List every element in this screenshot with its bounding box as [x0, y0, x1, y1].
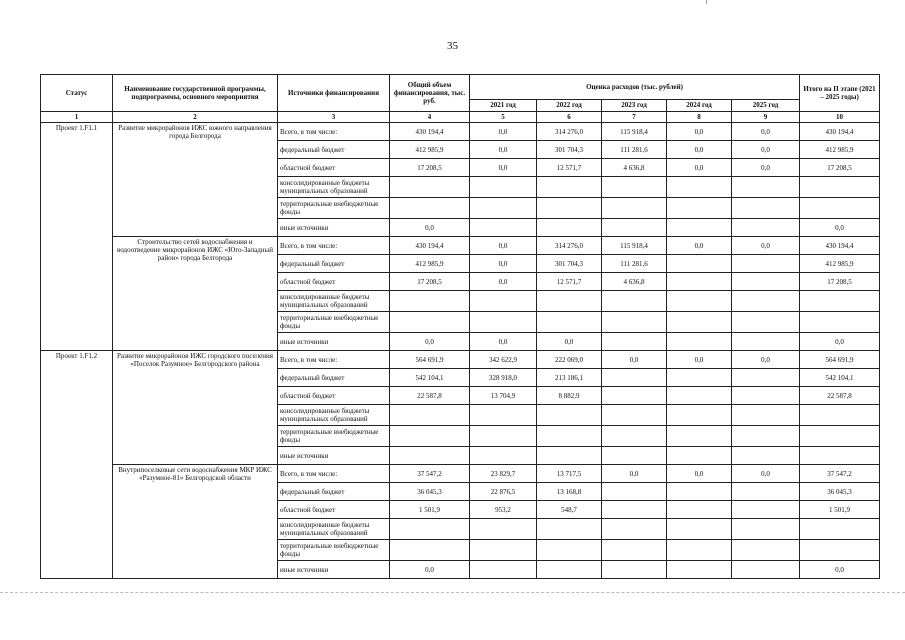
amount-cell: [602, 447, 667, 465]
amount-cell: [667, 447, 732, 465]
amount-cell: [602, 519, 667, 540]
amount-cell: 0,0: [390, 561, 470, 579]
amount-cell: 0,0: [602, 351, 667, 369]
header-stage-total: Итого на II этапе (2021 – 2025 годы): [800, 75, 880, 112]
column-index: 6: [537, 112, 602, 123]
amount-cell: 13 704,9: [470, 387, 537, 405]
amount-cell: [470, 447, 537, 465]
amount-cell: 0,0: [470, 123, 537, 141]
measure-name-cell: Развитие микрорайонов ИЖС городского поселения «Поселок Разумное» Белгородского района: [113, 351, 278, 465]
amount-cell: 13 168,8: [537, 483, 602, 501]
amount-cell: 13 717,5: [537, 465, 602, 483]
amount-cell: 0,0: [732, 159, 800, 177]
funding-source-cell: федеральный бюджет: [278, 483, 390, 501]
table-row: [41, 237, 880, 255]
amount-cell: 342 622,9: [470, 351, 537, 369]
amount-cell: [390, 405, 470, 426]
amount-cell: 0,0: [470, 237, 537, 255]
amount-cell: 0,0: [470, 273, 537, 291]
scan-mark: [706, 0, 707, 4]
amount-cell: [800, 519, 880, 540]
amount-cell: [602, 483, 667, 501]
amount-cell: [667, 426, 732, 447]
amount-cell: 564 691,9: [390, 351, 470, 369]
amount-cell: [732, 426, 800, 447]
column-index: 10: [800, 112, 880, 123]
amount-cell: 22 587,8: [390, 387, 470, 405]
amount-cell: [732, 312, 800, 333]
amount-cell: [667, 198, 732, 219]
funding-source-cell: Всего, в том числе:: [278, 351, 390, 369]
header-year: 2025 год: [732, 100, 800, 112]
amount-cell: [602, 177, 667, 198]
amount-cell: [800, 312, 880, 333]
funding-source-cell: иные источники: [278, 333, 390, 351]
amount-cell: 115 918,4: [602, 237, 667, 255]
amount-cell: 0,0: [667, 123, 732, 141]
amount-cell: [602, 561, 667, 579]
amount-cell: [732, 405, 800, 426]
funding-source-cell: областной бюджет: [278, 387, 390, 405]
amount-cell: 548,7: [537, 501, 602, 519]
amount-cell: 0,0: [470, 159, 537, 177]
amount-cell: [732, 177, 800, 198]
table-row: [41, 351, 880, 369]
amount-cell: 0,0: [537, 333, 602, 351]
amount-cell: [537, 447, 602, 465]
amount-cell: [732, 501, 800, 519]
amount-cell: 542 104,1: [800, 369, 880, 387]
table-row: [41, 123, 880, 141]
page-number: 35: [447, 40, 458, 52]
amount-cell: [537, 405, 602, 426]
amount-cell: [537, 291, 602, 312]
amount-cell: [667, 483, 732, 501]
column-index: 4: [390, 112, 470, 123]
amount-cell: [390, 177, 470, 198]
amount-cell: [602, 501, 667, 519]
funding-source-cell: территориальные внебюджетные фонды: [278, 198, 390, 219]
funding-source-cell: Всего, в том числе:: [278, 123, 390, 141]
funding-source-cell: федеральный бюджет: [278, 141, 390, 159]
funding-source-cell: областной бюджет: [278, 501, 390, 519]
amount-cell: [667, 387, 732, 405]
amount-cell: 0,0: [732, 237, 800, 255]
amount-cell: 12 571,7: [537, 159, 602, 177]
header-year: 2024 год: [667, 100, 732, 112]
amount-cell: [390, 447, 470, 465]
column-index: 9: [732, 112, 800, 123]
amount-cell: 412 985,9: [390, 141, 470, 159]
status-cell: Проект 1.F1.1: [41, 123, 113, 351]
amount-cell: [470, 177, 537, 198]
column-index: 2: [113, 112, 278, 123]
table-row: [41, 465, 880, 483]
amount-cell: 0,0: [470, 255, 537, 273]
funding-source-cell: иные источники: [278, 219, 390, 237]
funding-source-cell: Всего, в том числе:: [278, 465, 390, 483]
amount-cell: [390, 198, 470, 219]
amount-cell: [732, 333, 800, 351]
amount-cell: 22 587,8: [800, 387, 880, 405]
column-index: 8: [667, 112, 732, 123]
status-cell: Проект 1.F1.2: [41, 351, 113, 579]
funding-source-cell: областной бюджет: [278, 273, 390, 291]
funding-source-cell: иные источники: [278, 561, 390, 579]
amount-cell: [470, 561, 537, 579]
amount-cell: 430 194,4: [800, 123, 880, 141]
header-name: Наименование государственной программы, подпрограммы, основного мероприятия: [113, 75, 278, 112]
amount-cell: [470, 405, 537, 426]
amount-cell: 430 194,4: [390, 123, 470, 141]
amount-cell: [732, 483, 800, 501]
amount-cell: 430 194,4: [800, 237, 880, 255]
funding-source-cell: областной бюджет: [278, 159, 390, 177]
amount-cell: 36 045,3: [390, 483, 470, 501]
amount-cell: [667, 291, 732, 312]
header-estimate: Оценка расходов (тыс. рублей): [470, 75, 800, 100]
column-index: 7: [602, 112, 667, 123]
funding-source-cell: территориальные внебюджетные фонды: [278, 426, 390, 447]
amount-cell: [667, 273, 732, 291]
amount-cell: [800, 426, 880, 447]
amount-cell: 0,0: [732, 141, 800, 159]
amount-cell: [667, 405, 732, 426]
amount-cell: 0,0: [470, 333, 537, 351]
amount-cell: [667, 312, 732, 333]
amount-cell: 0,0: [390, 333, 470, 351]
amount-cell: [390, 426, 470, 447]
amount-cell: 0,0: [667, 159, 732, 177]
amount-cell: [667, 540, 732, 561]
amount-cell: [602, 291, 667, 312]
amount-cell: [800, 291, 880, 312]
amount-cell: [732, 519, 800, 540]
amount-cell: [537, 540, 602, 561]
amount-cell: [732, 255, 800, 273]
amount-cell: [602, 198, 667, 219]
amount-cell: [602, 369, 667, 387]
amount-cell: [470, 540, 537, 561]
funding-source-cell: консолидированные бюджеты муниципальных образований: [278, 177, 390, 198]
funding-source-cell: федеральный бюджет: [278, 369, 390, 387]
amount-cell: [602, 426, 667, 447]
amount-cell: 213 186,1: [537, 369, 602, 387]
amount-cell: [602, 333, 667, 351]
amount-cell: 17 208,5: [800, 273, 880, 291]
amount-cell: 301 704,3: [537, 255, 602, 273]
amount-cell: 0,0: [470, 141, 537, 159]
amount-cell: [667, 501, 732, 519]
amount-cell: 0,0: [667, 351, 732, 369]
amount-cell: 8 882,9: [537, 387, 602, 405]
amount-cell: 111 281,6: [602, 255, 667, 273]
column-index: 1: [41, 112, 113, 123]
amount-cell: 4 636,8: [602, 159, 667, 177]
amount-cell: [732, 540, 800, 561]
amount-cell: [732, 291, 800, 312]
header-status: Статус: [41, 75, 113, 112]
amount-cell: 0,0: [732, 465, 800, 483]
amount-cell: [537, 198, 602, 219]
amount-cell: 301 704,3: [537, 141, 602, 159]
amount-cell: [537, 219, 602, 237]
amount-cell: 37 547,2: [800, 465, 880, 483]
funding-source-cell: федеральный бюджет: [278, 255, 390, 273]
amount-cell: [800, 540, 880, 561]
financing-table: [40, 74, 880, 579]
amount-cell: [602, 312, 667, 333]
amount-cell: [537, 312, 602, 333]
amount-cell: 1 501,9: [800, 501, 880, 519]
amount-cell: 22 876,5: [470, 483, 537, 501]
funding-source-cell: территориальные внебюджетные фонды: [278, 312, 390, 333]
amount-cell: 328 918,0: [470, 369, 537, 387]
amount-cell: [537, 561, 602, 579]
amount-cell: [732, 561, 800, 579]
amount-cell: 412 985,9: [800, 141, 880, 159]
header-sources: Источники финансирования: [278, 75, 390, 112]
amount-cell: [537, 519, 602, 540]
amount-cell: [667, 369, 732, 387]
amount-cell: 564 691,9: [800, 351, 880, 369]
amount-cell: [732, 219, 800, 237]
amount-cell: [732, 387, 800, 405]
amount-cell: [470, 198, 537, 219]
amount-cell: 0,0: [602, 465, 667, 483]
amount-cell: [667, 219, 732, 237]
amount-cell: [667, 561, 732, 579]
amount-cell: 17 208,5: [390, 159, 470, 177]
amount-cell: [667, 333, 732, 351]
amount-cell: 412 985,9: [800, 255, 880, 273]
amount-cell: 0,0: [800, 333, 880, 351]
header-year: 2023 год: [602, 100, 667, 112]
amount-cell: 17 208,5: [800, 159, 880, 177]
funding-source-cell: иные источники: [278, 447, 390, 465]
amount-cell: [667, 519, 732, 540]
funding-source-cell: Всего, в том числе:: [278, 237, 390, 255]
funding-source-cell: консолидированные бюджеты муниципальных образований: [278, 519, 390, 540]
amount-cell: 0,0: [800, 561, 880, 579]
amount-cell: [470, 219, 537, 237]
amount-cell: [732, 447, 800, 465]
amount-cell: [602, 219, 667, 237]
amount-cell: [800, 198, 880, 219]
amount-cell: 0,0: [667, 465, 732, 483]
amount-cell: 17 208,5: [390, 273, 470, 291]
amount-cell: [537, 426, 602, 447]
amount-cell: [800, 447, 880, 465]
amount-cell: 0,0: [667, 237, 732, 255]
amount-cell: [667, 255, 732, 273]
amount-cell: 0,0: [800, 219, 880, 237]
amount-cell: [390, 540, 470, 561]
amount-cell: 314 276,0: [537, 123, 602, 141]
measure-name-cell: Внутрипоселковые сети водоснабжения МКР ИЖС «Разумное-81» Белгородской области: [113, 465, 278, 579]
column-index: 5: [470, 112, 537, 123]
amount-cell: 37 547,2: [390, 465, 470, 483]
amount-cell: 430 194,4: [390, 237, 470, 255]
amount-cell: [537, 177, 602, 198]
amount-cell: 4 636,8: [602, 273, 667, 291]
amount-cell: 115 918,4: [602, 123, 667, 141]
column-index: 3: [278, 112, 390, 123]
amount-cell: [602, 405, 667, 426]
amount-cell: [800, 405, 880, 426]
amount-cell: 0,0: [390, 219, 470, 237]
amount-cell: 36 045,3: [800, 483, 880, 501]
amount-cell: [732, 198, 800, 219]
amount-cell: [732, 369, 800, 387]
amount-cell: [602, 540, 667, 561]
measure-name-cell: Развитие микрорайонов ИЖС южного направления города Белгорода: [113, 123, 278, 237]
amount-cell: 222 069,0: [537, 351, 602, 369]
amount-cell: 12 571,7: [537, 273, 602, 291]
amount-cell: 542 104,1: [390, 369, 470, 387]
amount-cell: [470, 519, 537, 540]
header-year: 2021 год: [470, 100, 537, 112]
funding-source-cell: консолидированные бюджеты муниципальных образований: [278, 405, 390, 426]
amount-cell: [390, 312, 470, 333]
amount-cell: 0,0: [732, 123, 800, 141]
amount-cell: 953,2: [470, 501, 537, 519]
amount-cell: 111 281,6: [602, 141, 667, 159]
funding-source-cell: территориальные внебюджетные фонды: [278, 540, 390, 561]
amount-cell: [470, 291, 537, 312]
amount-cell: [800, 177, 880, 198]
funding-source-cell: консолидированные бюджеты муниципальных образований: [278, 291, 390, 312]
amount-cell: 23 829,7: [470, 465, 537, 483]
amount-cell: [470, 426, 537, 447]
amount-cell: [390, 519, 470, 540]
amount-cell: [602, 387, 667, 405]
header-total: Общий объем финансирования, тыс. руб.: [390, 75, 470, 112]
amount-cell: 412 985,9: [390, 255, 470, 273]
bottom-scan-line: [0, 592, 905, 593]
amount-cell: [667, 177, 732, 198]
amount-cell: [732, 273, 800, 291]
amount-cell: 0,0: [732, 351, 800, 369]
amount-cell: 314 276,0: [537, 237, 602, 255]
amount-cell: [470, 312, 537, 333]
measure-name-cell: Строительство сетей водоснабжения и водоотведение микрорайонов ИЖС «Юго-Западный район» города Белгорода: [113, 237, 278, 351]
amount-cell: 1 501,9: [390, 501, 470, 519]
amount-cell: [390, 291, 470, 312]
header-year: 2022 год: [537, 100, 602, 112]
amount-cell: 0,0: [667, 141, 732, 159]
